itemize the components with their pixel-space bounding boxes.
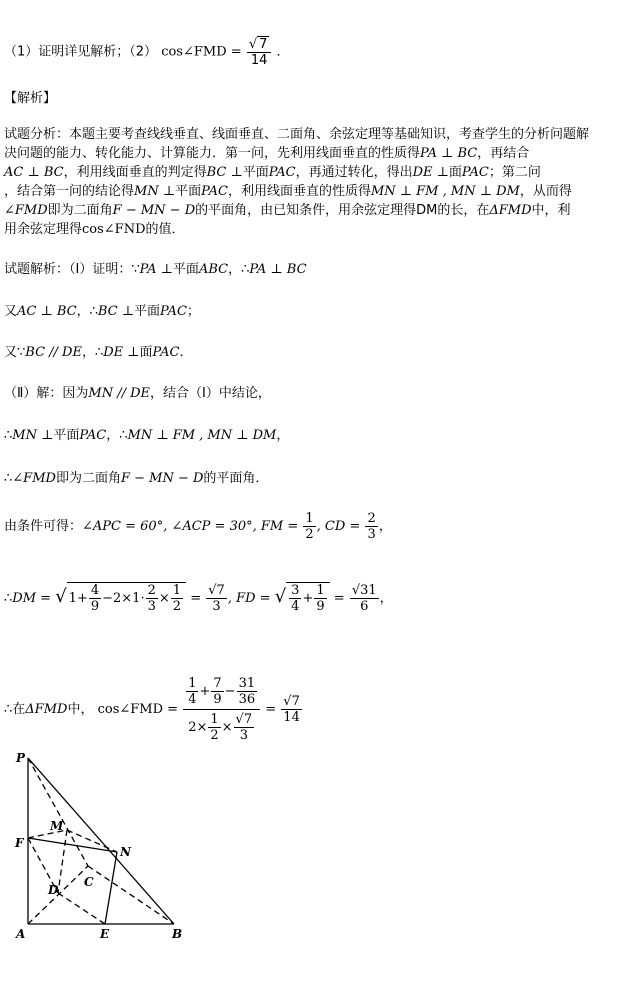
edge-DE [58, 893, 105, 924]
label-D: D [48, 883, 59, 897]
label-E: E [100, 927, 110, 941]
section-heading: 【解析】 [4, 91, 57, 106]
solution-line-7: 由条件可得：∠APC = 60°, ∠ACP = 30°, FM = $\frac{1}{2}$ , CD = $\frac{2}{3}$ ， [4, 511, 392, 542]
solution-line-8: ∴DM = √ 1+ $\frac{4}{9}$ −2×1· $\frac{2}{3}$ × $\frac{1}{2}$ = $\frac{√7}{3}$ , FD = √ $\frac{3}{4}$ + $\frac{1}{9}$ = $\frac{√31}{6}$ ， [4, 583, 393, 614]
analysis-line: 用余弦定理得cos∠FND的值． [4, 222, 185, 237]
answer-sqrt: 7 [259, 37, 268, 52]
label-A: A [16, 927, 26, 941]
answer-fraction: $\frac{√ 7}{14}$ [247, 36, 272, 68]
solution-line-3: 又∵BC // DE，∴DE ⊥面PAC． [4, 345, 193, 360]
edge-FN [28, 838, 117, 852]
answer-part1: （1）证明详见解析；（2） [4, 44, 158, 60]
analysis-line: AC ⊥ BC，利用线面垂直的判定得BC ⊥平面PAC，再通过转化，得出DE ⊥面PAC；第二问 [4, 165, 541, 180]
analysis-line: ∠FMD即为二面角F − MN − D的平面角，由已知条件，用余弦定理得DM的长，在ΔFMD中，利 [4, 203, 571, 218]
label-C: C [84, 875, 94, 889]
analysis-line: ，结合第一问的结论得MN ⊥平面PAC，利用线面垂直的性质得MN ⊥ FM , MN ⊥ DM，从而得 [4, 184, 572, 199]
solution-line-6: ∴∠FMD即为二面角F − MN − D的平面角． [4, 471, 269, 486]
label-N: N [120, 845, 131, 859]
solution-line-2: 又AC ⊥ BC，∴BC ⊥平面PAC； [4, 304, 200, 319]
label-F: F [15, 836, 24, 850]
analysis-line: 试题分析：本题主要考查线线垂直、线面垂直、二面角、余弦定理等基础知识，考查学生的分析问题解 [4, 127, 590, 142]
label-P: P [16, 751, 26, 765]
edge-NE [105, 852, 117, 924]
answer-line: （1）证明详见解析；（2） cos∠FMD = $\frac{√ 7}{14}$ ． [4, 37, 290, 68]
solution-line-5: ∴MN ⊥平面PAC，∴MN ⊥ FM , MN ⊥ DM， [4, 428, 290, 443]
label-B: B [172, 927, 183, 941]
edge-PC [28, 758, 88, 866]
geometry-figure [10, 748, 210, 948]
edge-MD [58, 830, 67, 893]
solution-line-4: （Ⅱ）解：因为MN // DE，结合（Ⅰ）中结论， [4, 386, 271, 401]
solution-line-1: 试题解析：（Ⅰ）证明：∵PA ⊥平面ABC，∴PA ⊥ BC [4, 262, 307, 277]
answer-den: 14 [250, 53, 268, 68]
analysis-paragraph [4, 125, 626, 239]
label-M: M [50, 819, 64, 833]
analysis-line: 决问题的能力、转化能力、计算能力．第一问，先利用线面垂直的性质得PA ⊥ BC，再结合 [4, 146, 530, 161]
answer-cos-label: cos∠FMD [161, 44, 227, 60]
solution-line-9: ∴在ΔFMD中， cos∠FMD = $\frac{1}{4}$ + $\frac{7}{9}$ − $\frac{31}{36}$ 2× $\frac{1}{2}$ × $\frac{√7}{3}$ = $\frac{√7}{14}$ [4, 676, 300, 743]
